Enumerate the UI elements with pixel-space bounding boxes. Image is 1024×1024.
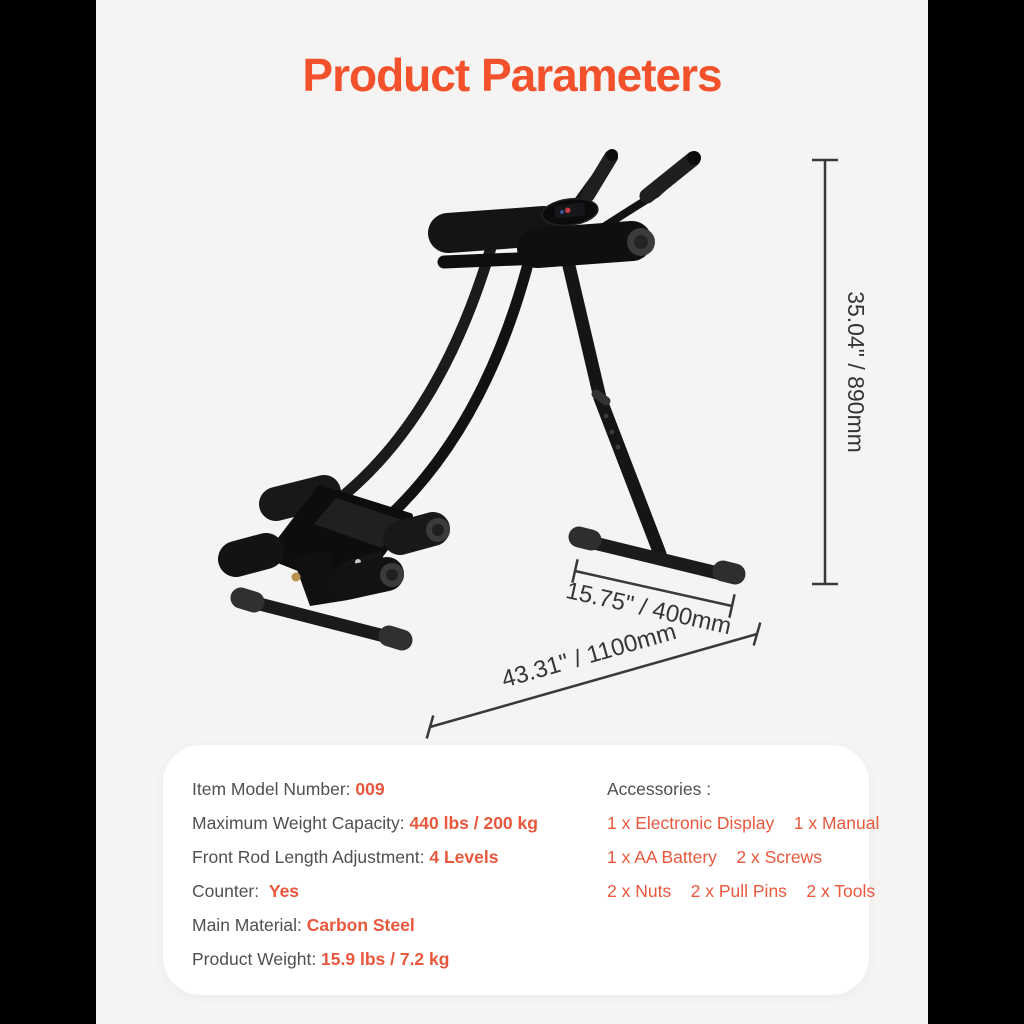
front-base-bar: [241, 598, 402, 640]
accessories-line: 1 x Electronic Display 1 x Manual: [607, 813, 880, 833]
spec-value: 009: [355, 779, 385, 799]
page-background: [96, 0, 928, 1024]
accessories-line: 2 x Nuts 2 x Pull Pins 2 x Tools: [607, 881, 876, 901]
spec-label: Main Material:: [192, 915, 307, 935]
elbow-pads: [431, 220, 655, 256]
accessories-list: [607, 772, 879, 908]
accessories-line: 1 x AA Battery 2 x Screws: [607, 847, 822, 867]
dimension-height-line: [812, 160, 838, 584]
spec-label: Product Weight:: [192, 949, 322, 969]
spec-card: [163, 745, 880, 995]
dimension-height-label: 35.04" / 890mm: [843, 291, 869, 453]
spec-list: [192, 772, 538, 976]
accessories-heading: Accessories :: [607, 779, 712, 799]
spec-row-adjustment: [192, 840, 538, 874]
spec-row-capacity: [192, 806, 538, 840]
rear-leg: [562, 236, 660, 554]
page-title: Product Parameters: [302, 49, 722, 101]
spec-label: Maximum Weight Capacity:: [192, 813, 410, 833]
spec-value: 15.9 lbs / 7.2 kg: [321, 949, 450, 969]
spec-value: Carbon Steel: [306, 915, 415, 935]
spec-label: Item Model Number:: [192, 779, 356, 799]
dimension-length-label: 43.31" / 1100mm: [498, 618, 680, 694]
spec-label: Front Rod Length Adjustment:: [192, 847, 430, 867]
spec-label: Counter:: [192, 881, 269, 901]
spec-row-counter: [192, 874, 538, 908]
spec-row-weight: [192, 942, 538, 976]
machine-illustration: [236, 149, 735, 640]
spec-row-model: [192, 772, 538, 806]
display-console: [541, 196, 600, 229]
spec-value: Yes: [268, 881, 300, 901]
spec-value: 4 Levels: [429, 847, 499, 867]
spec-value: 440 lbs / 200 kg: [409, 813, 538, 833]
spec-row-material: [192, 908, 538, 942]
dimension-depth-label: 15.75" / 400mm: [563, 577, 734, 641]
